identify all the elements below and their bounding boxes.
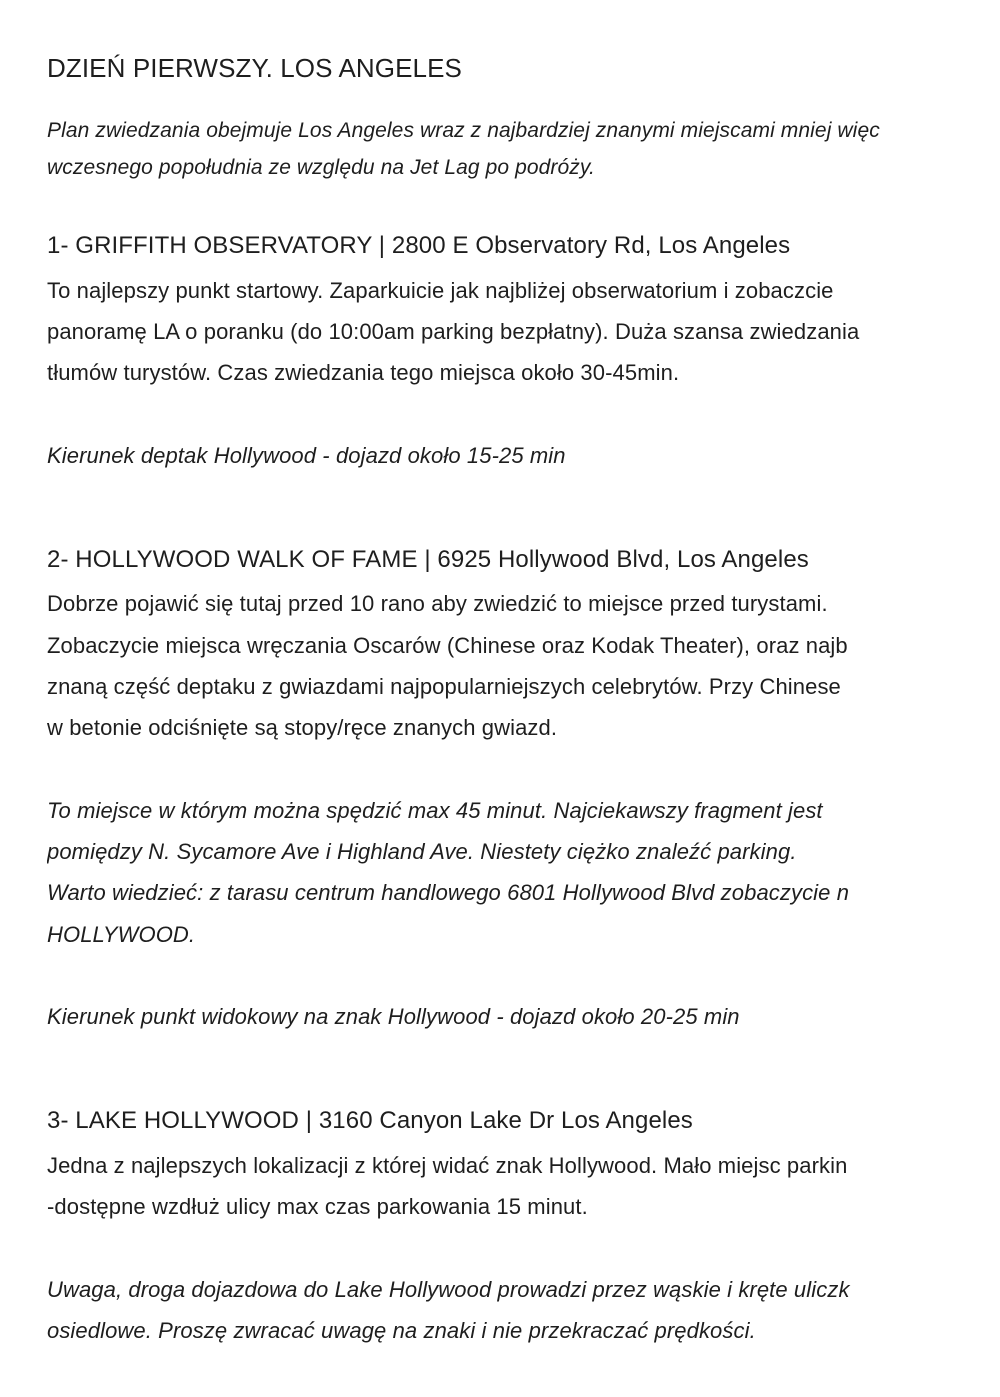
section-1-body-line-2: panoramę LA o poranku (do 10:00am parking bezpłatny). Duża szansa zwiedzania bbox=[47, 319, 860, 344]
section-2-name: 2- HOLLYWOOD WALK OF FAME | bbox=[47, 546, 431, 573]
section-3-body-line-1: Jedna z najlepszych lokalizacji z której widać znak Hollywood. Mało miejsc parkin bbox=[47, 1153, 848, 1178]
section-2-heading bbox=[47, 545, 809, 575]
section-1-name: 1- GRIFFITH OBSERVATORY | bbox=[47, 232, 386, 259]
section-2-direction: Kierunek punkt widokowy na znak Hollywood - dojazd około 20-25 min bbox=[47, 1004, 740, 1029]
section-1-direction: Kierunek deptak Hollywood - dojazd około 15-25 min bbox=[47, 443, 566, 468]
section-1-text: . bbox=[672, 360, 680, 385]
section-3-name: 3- LAKE HOLLYWOOD | bbox=[47, 1107, 313, 1134]
section-3-warning-line-2: osiedlowe. Proszę zwracać uwagę na znaki i nie przekraczać prędkości. bbox=[47, 1318, 756, 1343]
section-3-address: 3160 Canyon Lake Dr Los Angeles bbox=[312, 1107, 693, 1134]
section-3-heading bbox=[47, 1106, 693, 1136]
section-3-body-line-2: -dostępne wzdłuż ulicy max czas parkowania 15 minut. bbox=[47, 1194, 588, 1219]
section-1-body-line-3 bbox=[47, 359, 679, 387]
section-1-text: jak najbliżej obserwatorium i zobaczcie bbox=[444, 278, 834, 303]
section-2-body-line-3: znaną część deptaku z gwiazdami najpopularniejszych celebrytów. Przy Chinese bbox=[47, 674, 841, 699]
page-title: DZIEŃ PIERWSZY. LOS ANGELES bbox=[47, 53, 462, 83]
section-1-body-line-1 bbox=[47, 277, 834, 305]
section-1-heading bbox=[47, 231, 790, 261]
document-page bbox=[47, 0, 1000, 1397]
section-2-address: 6925 Hollywood Blvd, Los Angeles bbox=[430, 546, 809, 573]
section-1-text: To najlepszy punkt startowy. bbox=[47, 278, 330, 303]
section-2-note-line-2: pomiędzy N. Sycamore Ave i Highland Ave. Niestety ciężko znaleźć parking. bbox=[47, 839, 797, 864]
section-3-warning-line-1: Uwaga, droga dojazdowa do Lake Hollywood prowadzi przez wąskie i kręte uliczk bbox=[47, 1277, 850, 1302]
section-1-text: tłumów turystów. Czas zwiedzania tego miejsca około 3 bbox=[47, 360, 593, 385]
section-2-note-line-3: Warto wiedzieć: z tarasu centrum handlowego 6801 Hollywood Blvd zobaczycie n bbox=[47, 880, 850, 905]
section-2-body-line-2: Zobaczycie miejsca wręczania Oscarów (Chinese oraz Kodak Theater), oraz najb bbox=[47, 633, 848, 658]
section-2-note-line-1: To miejsce w którym można spędzić max 45 minut. Najciekawszy fragment jest bbox=[47, 798, 823, 823]
intro-line-1: Plan zwiedzania obejmuje Los Angeles wraz z najbardziej znanymi miejscami mniej więc bbox=[47, 119, 880, 142]
intro-line-2: wczesnego popołudnia ze względu na Jet Lag po podróży. bbox=[47, 156, 595, 179]
section-2-body-line-4: w betonie odciśnięte są stopy/ręce znanych gwiazd. bbox=[47, 715, 558, 740]
section-1-address: 2800 E Observatory Rd, Los Angeles bbox=[385, 232, 791, 259]
section-2-note-line-4: HOLLYWOOD. bbox=[47, 922, 196, 947]
section-2-body-line-1: Dobrze pojawić się tutaj przed 10 rano aby zwiedzić to miejsce przed turystami. bbox=[47, 591, 828, 616]
highlighted-word: Zaparkuicie bbox=[329, 278, 445, 303]
highlighted-duration: 0-45min bbox=[592, 360, 673, 385]
